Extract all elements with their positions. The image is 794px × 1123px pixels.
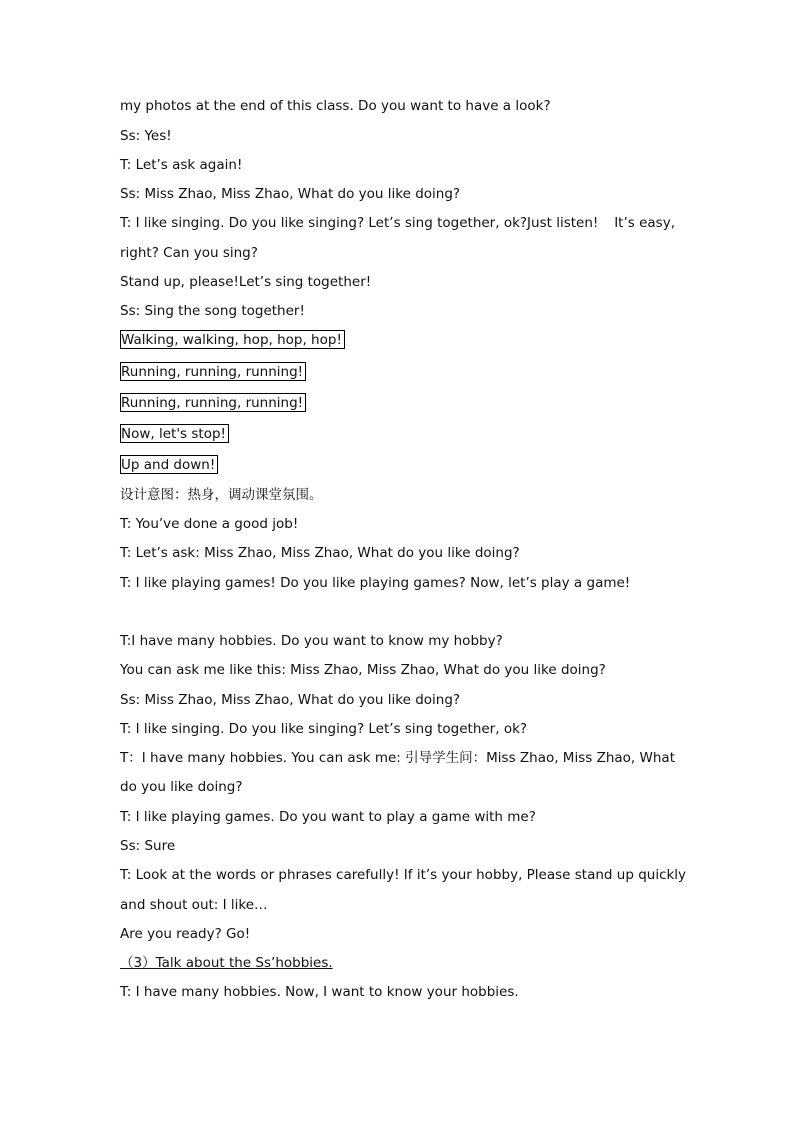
text-line: T: I like playing games! Do you like playing games? Now, let’s play a game!: [120, 575, 631, 591]
text-line: Are you ready? Go!: [120, 926, 251, 942]
boxed-lyric: Running, running, running!: [120, 393, 306, 412]
text-line: T: I have many hobbies. Now, I want to know your hobbies.: [120, 984, 519, 1000]
text-line: T: Look at the words or phrases carefully! If it’s your hobby, Please stand up quickly: [120, 867, 687, 883]
boxed-lyric: Running, running, running!: [120, 362, 306, 381]
text-segment: What: [639, 750, 675, 766]
song-line: [120, 425, 229, 443]
text-line: You can ask me like this: Miss Zhao, Miss Zhao, What do you like doing?: [120, 662, 606, 678]
text-line-justified: [120, 214, 675, 232]
text-line: T:I have many hobbies. Do you want to know my hobby?: [120, 633, 503, 649]
text-line: Ss: Sure: [120, 838, 176, 854]
text-line: do you like doing?: [120, 779, 243, 795]
text-segment: It’s easy,: [614, 215, 675, 231]
song-line: [120, 456, 218, 474]
song-line: [120, 394, 306, 412]
text-line: Ss: Sing the song together!: [120, 303, 305, 319]
song-line: [120, 363, 306, 381]
text-line: Ss: Miss Zhao, Miss Zhao, What do you like doing?: [120, 692, 461, 708]
text-segment: T：I have many hobbies. You can ask me: 引导学生问：Miss Zhao, Miss Zhao,: [120, 750, 636, 766]
design-intent: 设计意图：热身，调动课堂氛围。: [120, 487, 323, 503]
boxed-lyric: Up and down!: [120, 455, 218, 474]
text-line: my photos at the end of this class. Do you want to have a look?: [120, 98, 551, 114]
text-line: Ss: Miss Zhao, Miss Zhao, What do you like doing?: [120, 186, 461, 202]
boxed-lyric: Now, let's stop!: [120, 424, 229, 443]
text-line: right? Can you sing?: [120, 245, 258, 261]
text-line: and shout out: I like…: [120, 897, 268, 913]
boxed-lyric: Walking, walking, hop, hop, hop!: [120, 330, 345, 349]
text-segment: T: I like singing. Do you like singing? Let’s sing together, ok?Just listen!: [120, 215, 599, 231]
section-heading: （3）Talk about the Ss’hobbies.: [120, 955, 333, 971]
text-line-justified: [120, 749, 675, 767]
song-line: [120, 331, 345, 349]
text-line: T: You’ve done a good job!: [120, 516, 299, 532]
text-line: T: Let’s ask: Miss Zhao, Miss Zhao, What do you like doing?: [120, 545, 520, 561]
text-line: Stand up, please!Let’s sing together!: [120, 274, 372, 290]
text-line: Ss: Yes!: [120, 128, 172, 144]
text-line: T: I like singing. Do you like singing? Let’s sing together, ok?: [120, 721, 528, 737]
text-line: T: Let’s ask again!: [120, 157, 243, 173]
text-line: T: I like playing games. Do you want to play a game with me?: [120, 809, 536, 825]
